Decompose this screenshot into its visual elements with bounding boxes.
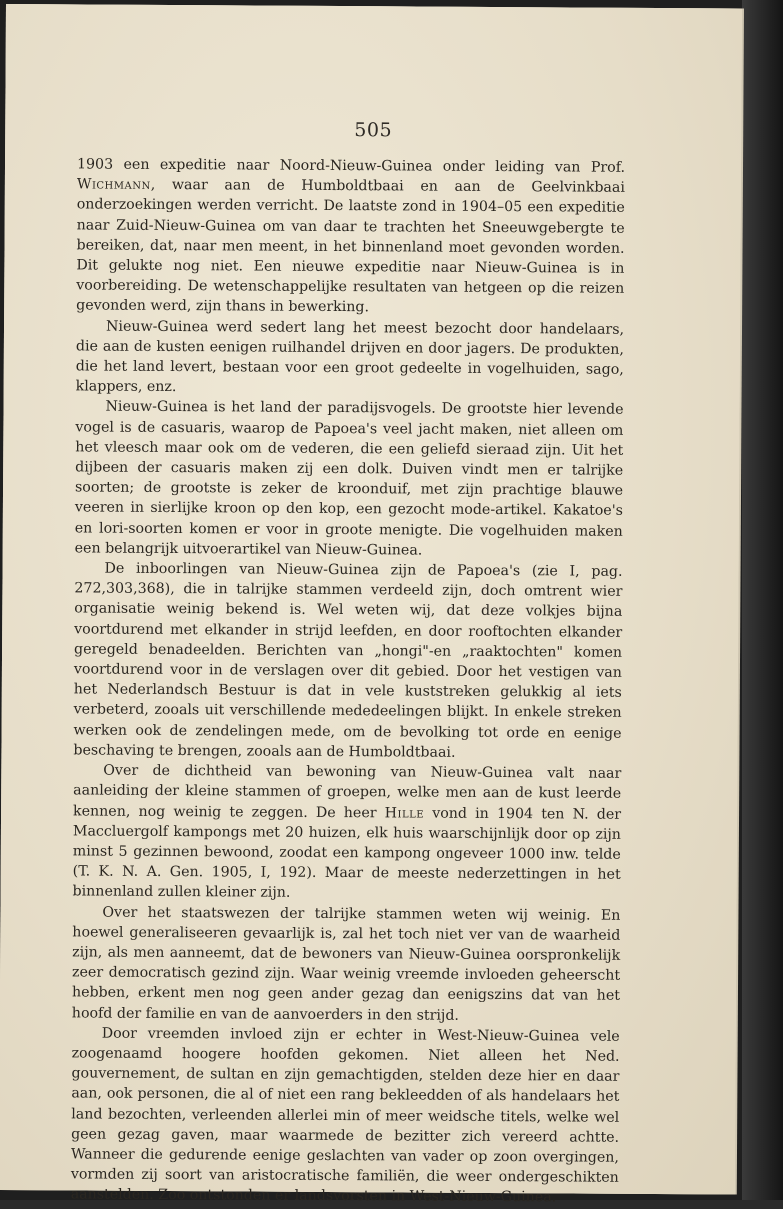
paragraph (75, 397, 624, 562)
paragraph-text: vond in 1904 ten N. der Maccluergolf kampongs met 20 huizen, elk huis waarschijnlijk door op zijn minst 5 gezinnen bewoond, zoodat een kampong ongeveer 1000 inw. telde (T. K. N. A. Gen. 1905, I, 192). Maar de meeste nederzettingen in het binnenland zullen kleiner zijn. (72, 805, 622, 902)
author-name: Hille (384, 804, 425, 822)
paragraph-text: Door vreemden invloed zijn er echter in West-Nieuw-Guinea vele zoogenaamd hoogere hoofden gekomen. Niet alleen het Ned. gouvernement, de sultan en zijn gemachtigden, stelden deze hier en daar aan, ook personen, die al of niet een rang bekleedden of als handelaars het land bezochten, verleenden allerlei min of meer weidsche titels, welke wel geen gezag gaven, maar waarmede de bezitter zich vereerd achtte. Wanneer die gedurende eenige geslachten van vader op zoon overgingen, vormden zij soort van aristocratische familiën, die weer ondergeschikten aanstelden. Zoo ontstonden er landsvorsten in West-Nieuw-Guinea. (70, 1025, 620, 1206)
paragraph (71, 1023, 620, 1208)
paragraph-text: , waar aan de Humboldtbaai en aan de Geelvinkbaai onderzoekingen werden verricht. De laatste zond in 1904–05 een expeditie naar Zuid-Nieuw-Guinea om van daar te trachten het Sneeuwgebergte te bereiken, dat, naar men meent, in het binnenland moet gevonden worden. Dit gelukte nog niet. Een nieuwe expeditie naar Nieuw-Guinea is in voorbereiding. De wetenschappelijke resultaten van hetgeen op die reizen gevonden werd, zijn thans in bewerking. (76, 177, 625, 316)
paragraph-text: Nieuw-Guinea werd sedert lang het meest bezocht door handelaars, die aan de kusten eenigen ruilhandel drijven en door jagers. De produkten, die het land levert, bestaan voor een groot gedeelte in vogelhuiden, sago, klappers, enz. (75, 318, 625, 396)
paragraph-text: 1903 een expeditie naar Noord-Nieuw-Guinea onder leiding van Prof. (76, 156, 626, 176)
paragraph (76, 154, 625, 319)
paragraph (76, 316, 624, 400)
book-page (0, 4, 742, 1206)
paragraph (72, 902, 621, 1027)
author-name: Wichmann (76, 176, 151, 194)
paragraph-text: Nieuw-Guinea is het land der paradijsvogels. De grootste hier levende vogel is de casuaris, waarop de Papoea's veel jacht maken, niet alleen om het vleesch maar ook om de vederen, die een geliefd sieraad zijn. Uit het dijbeen der casuaris maken zij een dolk. Duiven vindt men er talrijke soorten; de grootste is zeker de kroonduif, met zijn prachtige blauwe veeren in sierlijke kroon op den kop, een gezocht mode-artikel. Kakatoe's en lori-soorten komen er voor in groote menigte. Die vogelhuiden maken een belangrijk uitvoerartikel van Nieuw-Guinea. (74, 399, 624, 559)
paragraph-text: Over de dichtheid van bewoning van Nieuw-Guinea valt naar aanleiding der kleine stammen of groepen, welke men aan de kust leerde kennen, nog weinig te zeggen. De heer (73, 762, 622, 821)
body-text (71, 154, 625, 1208)
scan-right-edge (742, 0, 783, 1200)
paragraph-text: Over het staatswezen der talrijke stammen weten wij weinig. En hoewel generaliseeren gevaarlijk is, zal het toch niet ver van de waarheid zijn, als men aanneemt, dat de bewoners van Nieuw-Guinea oorspronkelijk zeer democratisch gezind zijn. Waar weinig vreemde invloeden geheerscht hebben, erkent men nog geen ander gezag dan eenigszins dat van het hoofd der familie en van de aanvoerders in den strijd. (71, 904, 621, 1024)
paragraph-text: De inboorlingen van Nieuw-Guinea zijn de Papoea's (zie I, pag. 272,303,368), die in talrijke stammen verdeeld zijn, doch omtrent wier organisatie weinig bekend is. Wel weten wij, dat deze volkjes bijna voortdurend met elkander in strijd leefden, en door rooftochten elkander geregeld benadeelden. Berichten van „hongi"-en „raaktochten" komen voortdurend voor in de verslagen over dit gebied. Door het vestigen van het Nederlandsch Bestuur is dat in vele kuststreken gelukkig al iets verbeterd, zooals uit verschillende mededeelingen blijkt. In enkele streken werken ook de zendelingen mede, om de bevolking tot orde en eenige beschaving te brengen, zooals aan de Humboldtbaai. (73, 560, 623, 761)
page-number: 505 (354, 119, 393, 142)
paragraph (73, 761, 622, 906)
paragraph (73, 558, 622, 763)
